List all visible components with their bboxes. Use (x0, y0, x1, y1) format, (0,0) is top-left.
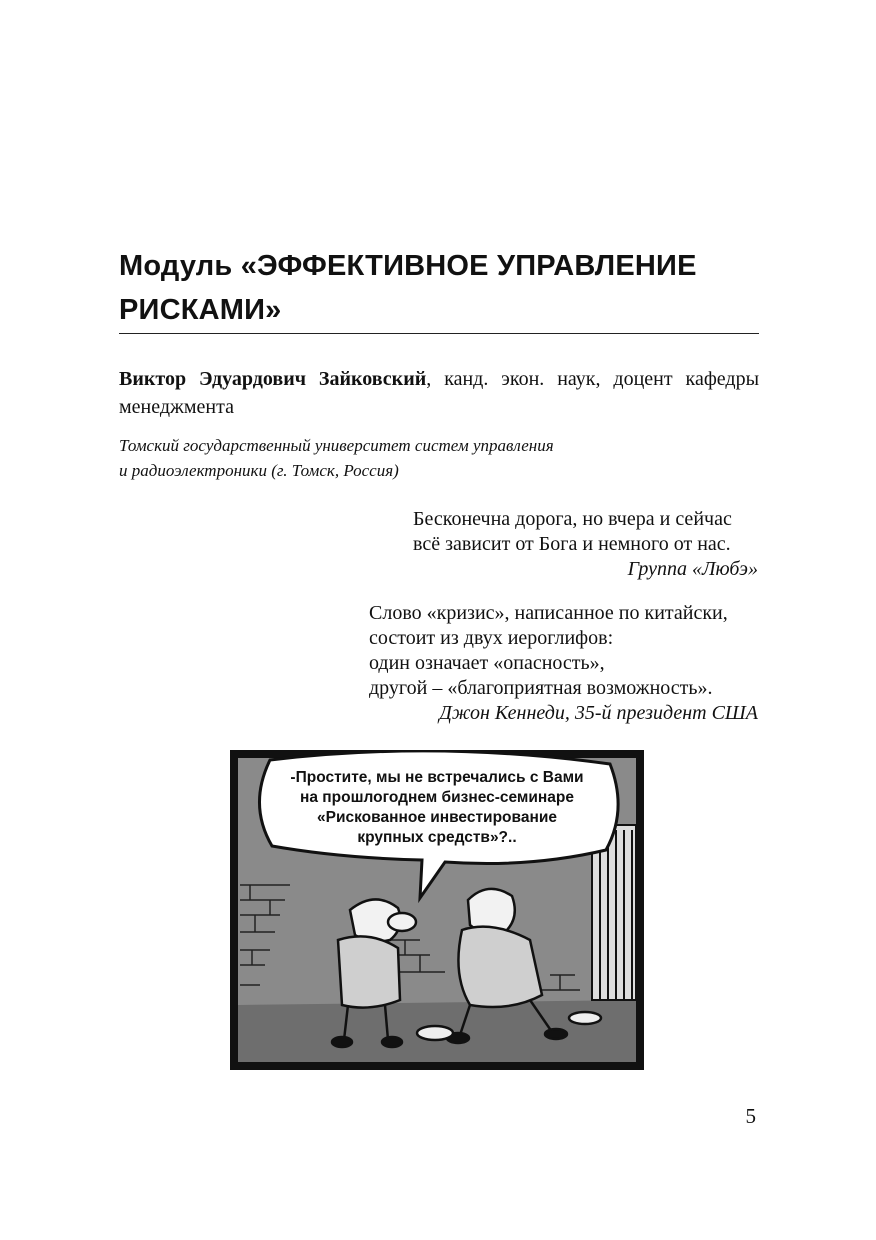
speech-line-3: «Рискованное инвестирование (317, 809, 557, 826)
speech-line-2: на прошлогоднем бизнес-семинаре (300, 789, 574, 806)
affiliation-line-1: Томский государственный университет систем управления (119, 436, 554, 455)
page-number: 5 (745, 1104, 756, 1128)
epigraph-2-line-2: состоит из двух иероглифов: (369, 627, 614, 649)
module-title (119, 244, 759, 332)
epigraph-2-line-1: Слово «кризис», написанное по китайски, (369, 602, 728, 624)
hat-left (417, 1026, 453, 1040)
epigraph-2-attribution: Джон Кеннеди, 35-й президент США (439, 702, 758, 724)
epigraph-2-line-4: другой – «благоприятная возможность». (369, 677, 713, 699)
cartoon-illustration (230, 750, 644, 1070)
affiliation-line-2: и радиоэлектроники (г. Томск, Россия) (119, 461, 399, 480)
hat-right (569, 1012, 601, 1024)
epigraph-1-line-2: всё зависит от Бога и немного от нас. (413, 533, 731, 555)
module-title-line-1: Модуль «ЭФФЕКТИВНОЕ УПРАВЛЕНИЕ (119, 250, 697, 282)
author-affiliation (119, 433, 759, 483)
epigraph-1-line-1: Бесконечна дорога, но вчера и сейчас (413, 508, 732, 530)
author-position: , канд. экон. наук, доцент кафедры менеджмента (119, 368, 760, 418)
epigraph-1 (413, 507, 758, 582)
speech-line-4: крупных средств»?.. (357, 829, 517, 846)
author-name: Виктор Эдуардович Зайковский (119, 368, 427, 390)
author-block (119, 365, 759, 421)
epigraph-2 (369, 601, 758, 726)
epigraph-2-line-3: один означает «опасность», (369, 652, 605, 674)
epigraph-1-attribution: Группа «Любэ» (627, 558, 758, 580)
module-title-line-2: РИСКАМИ» (119, 294, 282, 326)
speech-line-1: -Простите, мы не встречались с Вами (290, 769, 584, 786)
title-divider (119, 333, 759, 334)
